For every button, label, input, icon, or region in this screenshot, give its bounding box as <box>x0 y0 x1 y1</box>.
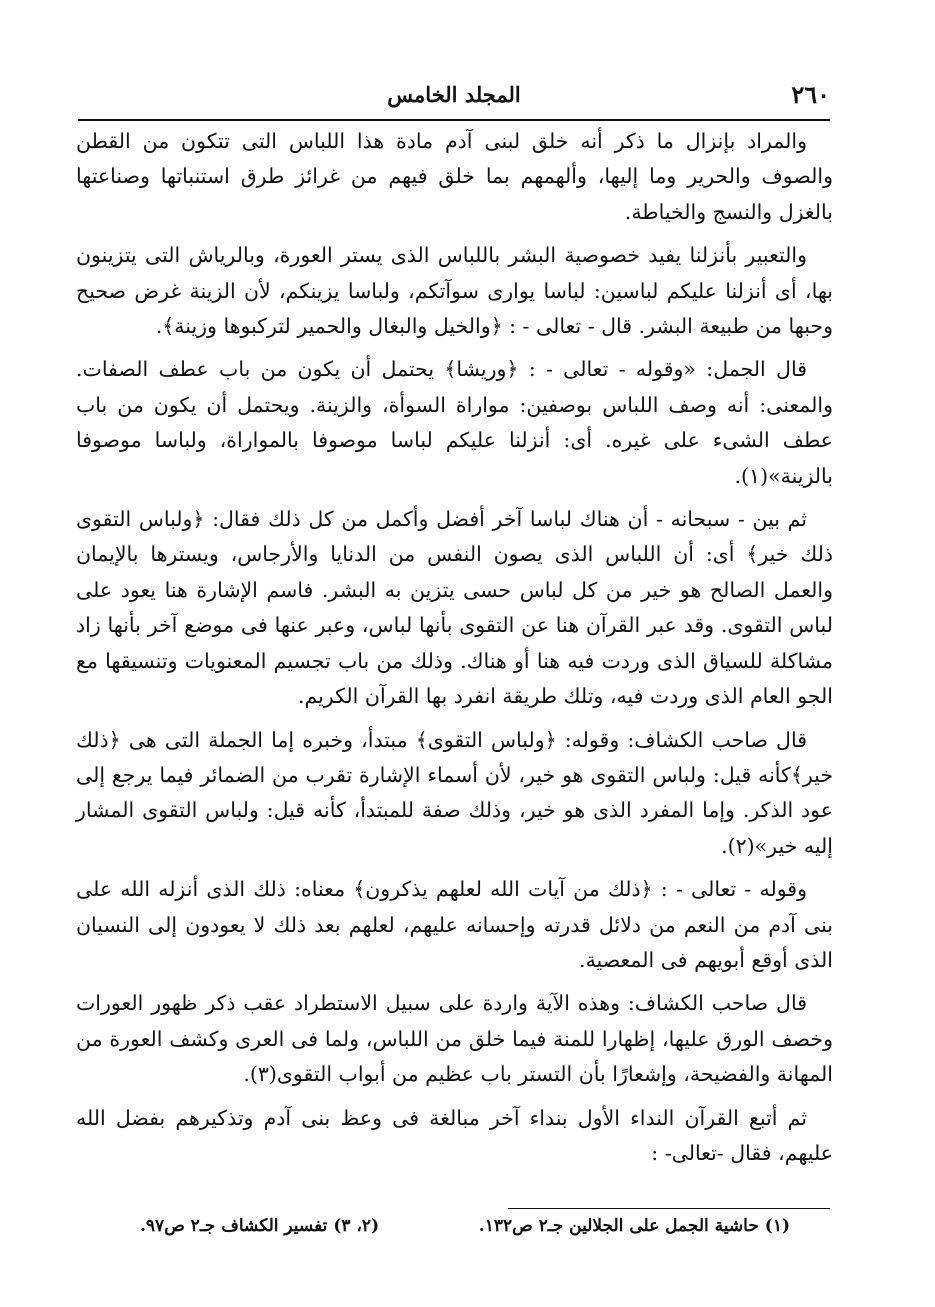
footnote-divider <box>508 1208 830 1209</box>
footnote-1: (١) حاشية الجمل على الجلالين جـ٢ ص١٣٢. <box>478 1216 790 1236</box>
paragraph: قال الجمل: «وقوله - تعالى - : ﴿وريشا﴾ يحتمل أن يكون من باب عطف الصفات. والمعنى: أنه وصف اللباس بوصفين: مواراة السوأة، والزينة. ويحتمل أن يكون من باب عطف الشىء على غيره. أى: أنزلنا عليكم لباسا موصوفا بالمواراة، ولباسا موصوفا بالزينة»(١). <box>76 357 833 488</box>
page-number: ٢٦٠ <box>791 80 830 109</box>
paragraph: والمراد بإنزال ما ذكر أنه خلق لبنى آدم مادة هذا اللباس التى تتكون من القطن والصوف والحرير وما إليها، وألهمهم بما خلق فيهم من غرائز طرق استنباتها وصناعتها بالغزل والنسج والخياطة. <box>76 129 833 224</box>
paragraph: والتعبير بأنزلنا يفيد خصوصية البشر باللباس الذى يستر العورة، وبالرياش التى يتزينون بها، أى أنزلنا عليكم لباسين: لباسا يوارى سوآتكم، ولباسا يزينكم، لأن الزينة غرض صحيح وحبها من طبيعة البشر. قال - تعالى - : ﴿والخيل والبغال والحمير لتركبوها وزينة﴾. <box>76 243 833 339</box>
footnotes <box>140 1214 790 1244</box>
page-header <box>78 72 830 116</box>
paragraph: ثم بين - سبحانه - أن هناك لباسا آخر أفضل وأكمل من كل ذلك فقال: ﴿ولباس التقوى ذلك خير﴾ أى: أن اللباس الذى يصون النفس من الدنايا والأرجاس، ويسترها بالإيمان والعمل الصالح هو خير من كل لباس حسى يتزين به البشر. فاسم الإشارة هنا يعود على لباس التقوى. وقد عبر القرآن هنا عن التقوى بأنها لباس، وعبر عنها فى موضع آخر بأنها زاد مشاكلة للسياق الذى وردت فيه هنا أو هناك. وذلك من باب تجسيم المعنويات وتنسيقها مع الجو العام الذى وردت فيه، وتلك طريقة انفرد بها القرآن الكريم. <box>76 507 833 709</box>
paragraph: ثم أتبع القرآن النداء الأول بنداء آخر مبالغة فى وعظ بنى آدم وتذكيرهم بفضل الله عليهم، فقال -تعالى- : <box>76 1105 833 1165</box>
header-divider <box>78 119 830 121</box>
volume-title: المجلد الخامس <box>387 82 521 107</box>
body-text <box>76 124 833 1179</box>
paragraph: قال صاحب الكشاف: وقوله: ﴿ولباس التقوى﴾ مبتدأ، وخبره إما الجملة التى هى ﴿ذلك خير﴾كأنه قيل: ولباس التقوى هو خير، لأن أسماء الإشارة تقرب من الضمائر فيما يرجع إلى عود الذكر. وإما المفرد الذى هو خير، وذلك صفة للمبتدأ، كأنه قيل: ولباس التقوى المشار إليه خير»(٢). <box>76 727 833 858</box>
footnote-2: (٢، ٣) تفسير الكشاف جـ٢ ص٩٧. <box>140 1216 380 1236</box>
paragraph: قال صاحب الكشاف: وهذه الآية واردة على سبيل الاستطراد عقب ذكر ظهور العورات وخصف الورق عليها، إظهارا للمنة فيما خلق من اللباس، ولما فى العرى وكشف العورة من المهانة والفضيحة، وإشعارًا بأن التستر باب عظيم من أبواب التقوى(٣). <box>76 991 833 1087</box>
paragraph: وقوله - تعالى - : ﴿ذلك من آيات الله لعلهم يذكرون﴾ معناه: ذلك الذى أنزله الله على بنى آدم من النعم من دلائل قدرته وإحسانه عليهم، لعلهم بعد ذلك لا يعودون إلى النسيان الذى أوقع أبويهم فى المعصية. <box>76 877 833 972</box>
